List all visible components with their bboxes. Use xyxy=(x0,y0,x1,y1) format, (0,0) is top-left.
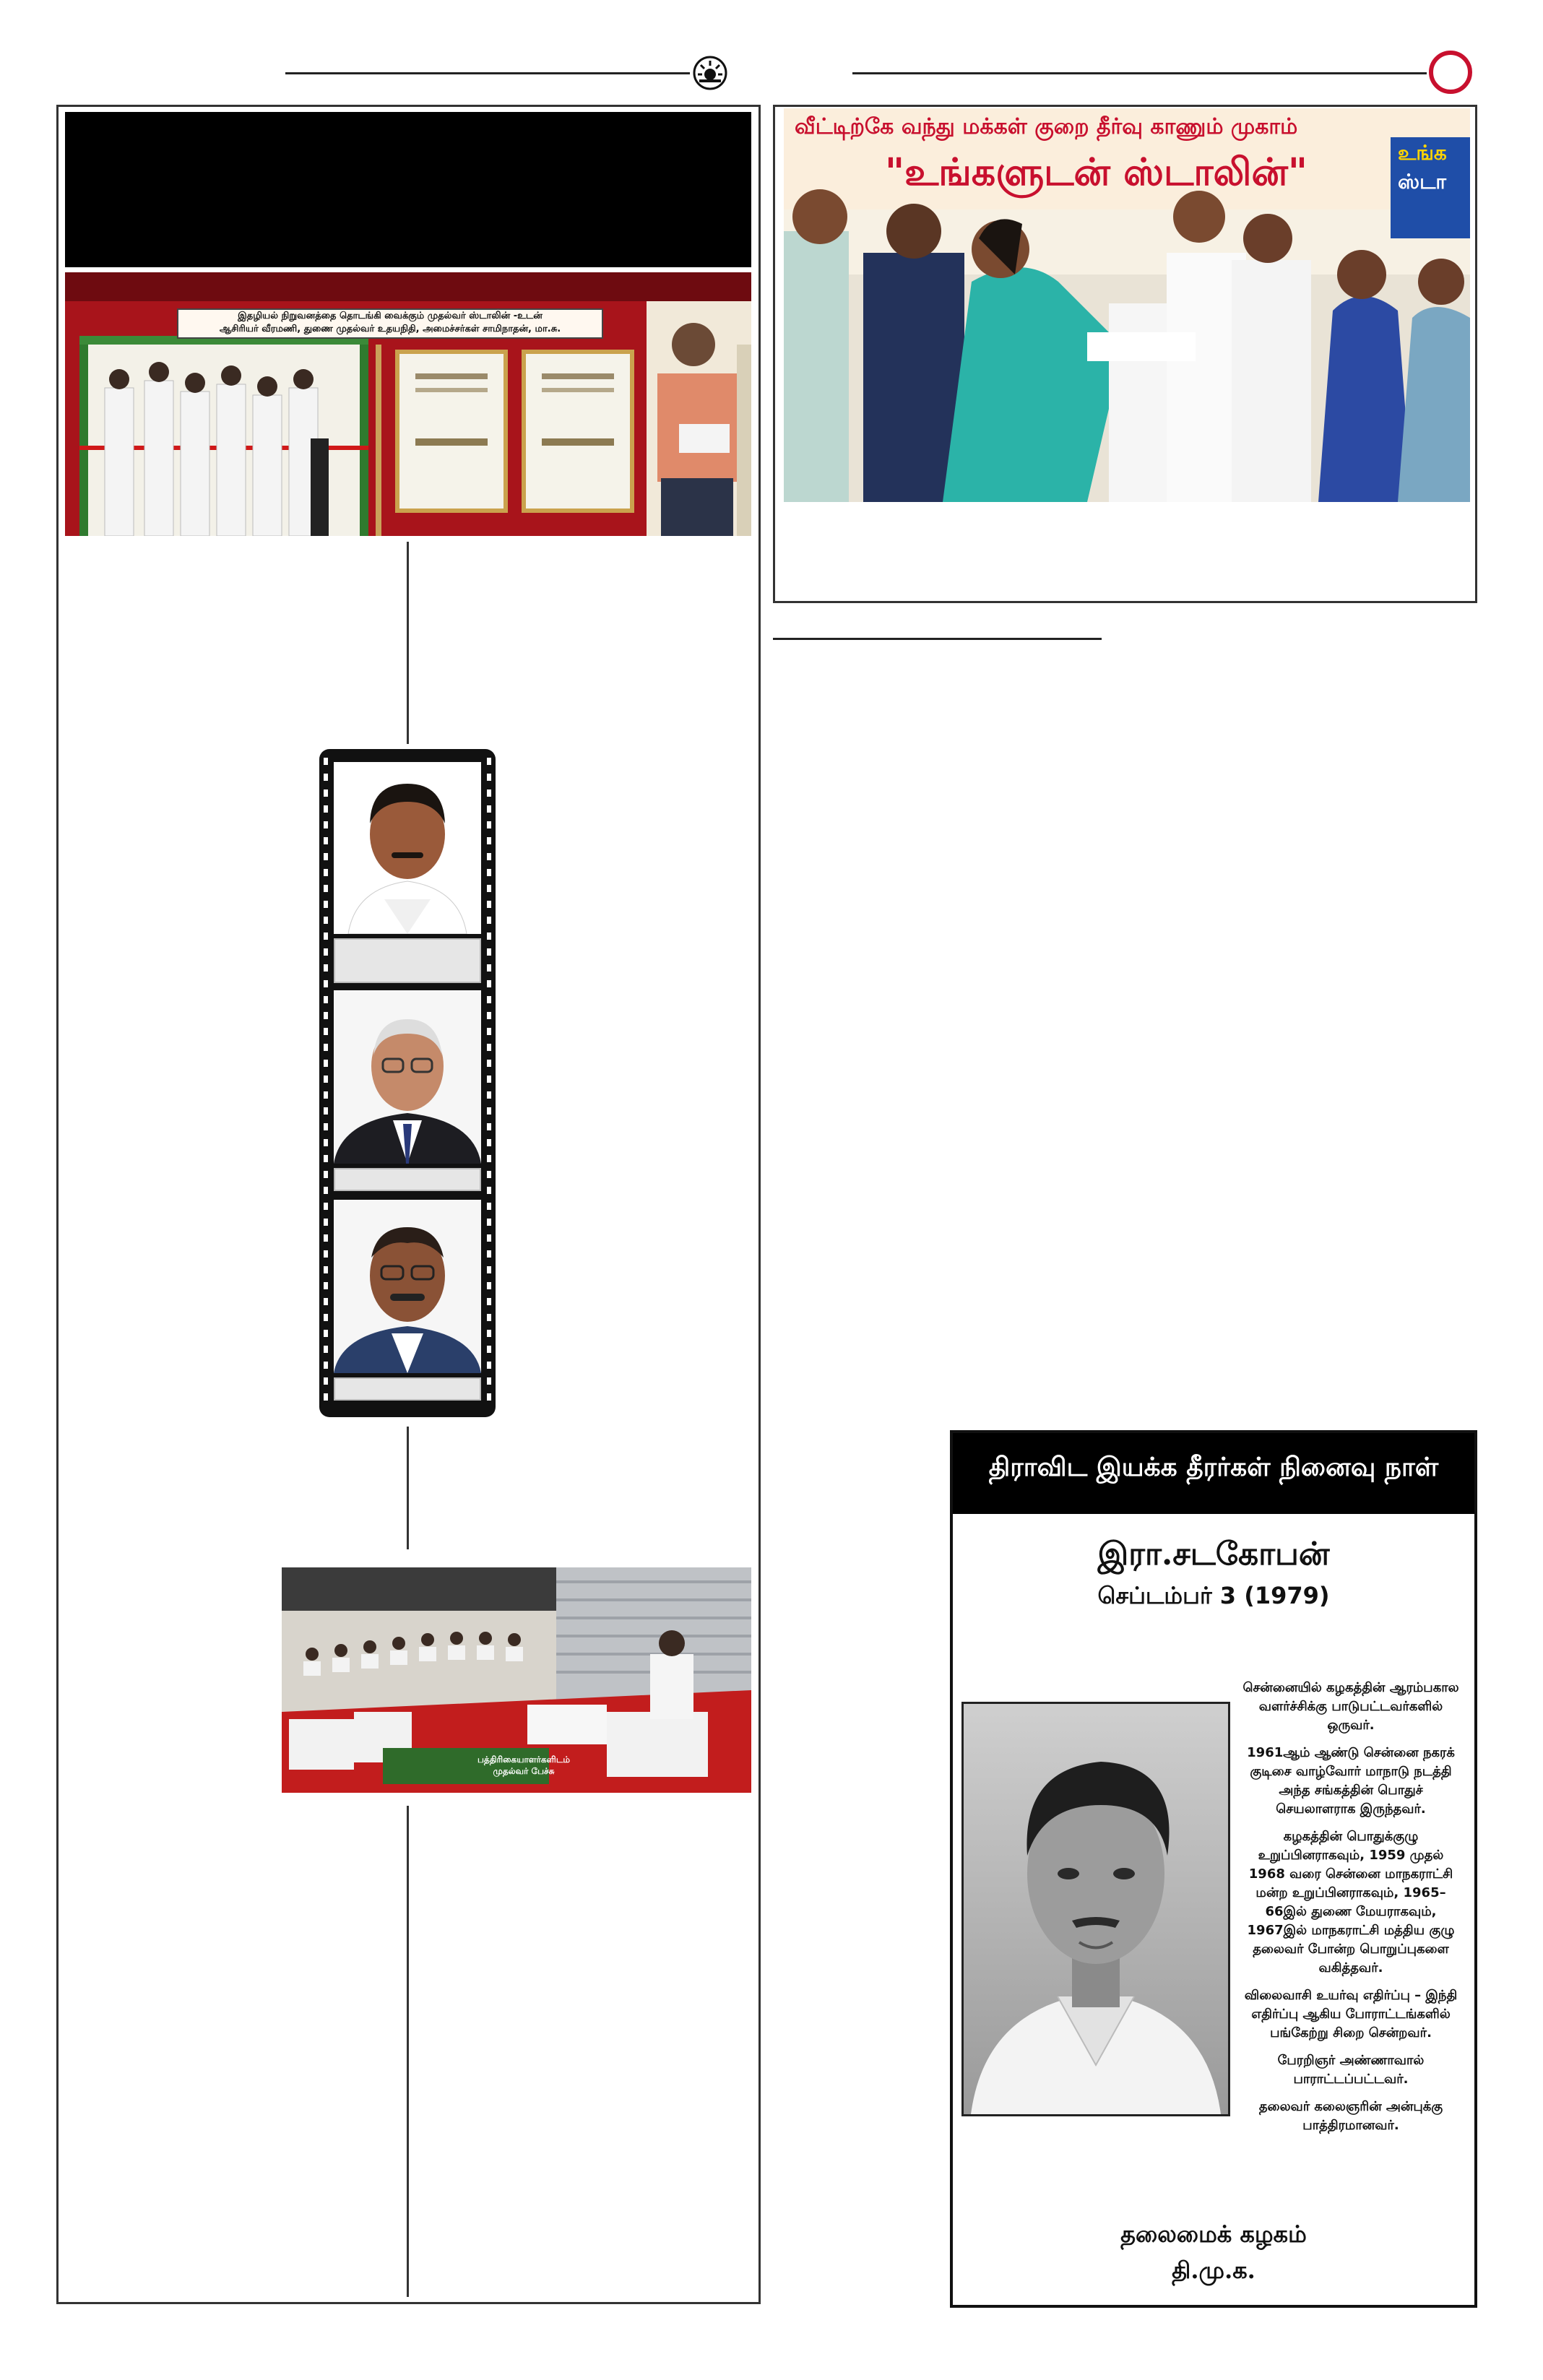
press-meet-caption-line2: முதல்வர் பேச்சு xyxy=(493,1766,555,1776)
inauguration-photo xyxy=(65,272,751,536)
press-meet-photo xyxy=(282,1567,751,1793)
portrait-2 xyxy=(334,990,481,1164)
portrait-2-nameplate xyxy=(334,1168,481,1191)
memorial-bio-p5: பேரறிஞர் அண்ணாவால் பாராட்டப்பட்டவர். xyxy=(1277,2053,1425,2087)
portrait-1-nameplate xyxy=(334,938,481,983)
memorial-footer2: தி.மு.க. xyxy=(1172,2256,1255,2284)
rising-sun-emblem-icon xyxy=(692,55,728,91)
memorial-portrait xyxy=(961,1702,1230,2116)
headline-black-box xyxy=(65,112,751,267)
photo-banner-line2: ஆசிரியர் வீரமணி, துணை முதல்வர் உதயநிதி, அமைச்சர்கள் சாமிநாதன், மா.சு. xyxy=(219,324,561,334)
header-rule-right xyxy=(852,72,1427,74)
press-meet-caption-line1: பத்திரிகையாளர்களிடம் xyxy=(477,1754,571,1765)
column-divider-upper xyxy=(407,542,409,744)
memorial-bio-p1: சென்னையில் கழகத்தின் ஆரம்பகால வளர்ச்சிக்கு பாடுபட்டவர்களில் ஒருவர். xyxy=(1242,1680,1459,1733)
camp-corner-text1: உங்க xyxy=(1398,141,1447,165)
memorial-name: இரா.சடகோபன் xyxy=(1097,1536,1330,1572)
camp-banner-line2: "உங்களுடன் ஸ்டாலின்" xyxy=(885,150,1308,194)
portrait-1 xyxy=(334,762,481,934)
memorial-bio-p4: விலைவாசி உயர்வு எதிர்ப்பு – இந்தி எதிர்ப்பு ஆகிய போராட்டங்களில் பங்கேற்று சிறை சென்றவர். xyxy=(1244,1988,1458,2041)
memorial-header: திராவிட இயக்க தீரர்கள் நினைவு நாள் xyxy=(988,1452,1439,1482)
column-divider-middle xyxy=(407,1427,409,1549)
photo-banner-line1: இதழியல் நிறுவனத்தை தொடங்கி வைக்கும் முதல்வர் ஸ்டாலின் -உடன் xyxy=(238,311,543,321)
memorial-bio-p6: தலைவர் கலைஞரின் அன்புக்கு பாத்திரமானவர். xyxy=(1258,2099,1443,2133)
memorial-biography xyxy=(1239,1679,1463,2144)
camp-corner-text2: ஸ்டா xyxy=(1398,170,1446,194)
portrait-filmstrip xyxy=(319,749,496,1417)
sprocket-left xyxy=(324,758,328,1408)
memorial-header-bar xyxy=(953,1433,1474,1514)
column-divider-lower xyxy=(407,1806,409,2297)
camp-banner-line1: வீட்டிற்கே வந்து மக்கள் குறை தீர்வு காணும் முகாம் xyxy=(795,114,1298,139)
memorial-footer1: தலைமைக் கழகம் xyxy=(1120,2220,1307,2248)
header-rule-left xyxy=(285,72,690,74)
memorial-box xyxy=(950,1430,1477,2308)
sprocket-right xyxy=(487,758,491,1408)
welfare-camp-photo xyxy=(784,108,1470,502)
photo-banner xyxy=(177,308,603,339)
right-column-rule xyxy=(773,638,1102,640)
press-meet-caption xyxy=(448,1754,600,1777)
red-ring-icon xyxy=(1429,51,1472,94)
memorial-date: செப்டம்பர் 3 (1979) xyxy=(1097,1582,1330,1609)
memorial-bio-p2: 1961ஆம் ஆண்டு சென்னை நகரக் குடிசை வாழ்வோர் மாநாடு நடத்தி அந்த சங்கத்தின் பொதுச் செயலாளராக இருந்தவர். xyxy=(1247,1745,1455,1817)
memorial-bio-p3: கழகத்தின் பொதுக்குழு உறுப்பினராகவும், 1959 முதல் 1968 வரை சென்னை மாநகராட்சி மன்ற உறுப்பினராகவும், 1965–66இல் துணை மேயராகவும், 1967இல் மாநகராட்சி மத்திய குழு தலைவர் போன்ற பொறுப்புகளை வகித்தவர். xyxy=(1247,1829,1455,1976)
portrait-3 xyxy=(334,1200,481,1373)
portrait-3-nameplate xyxy=(334,1377,481,1401)
